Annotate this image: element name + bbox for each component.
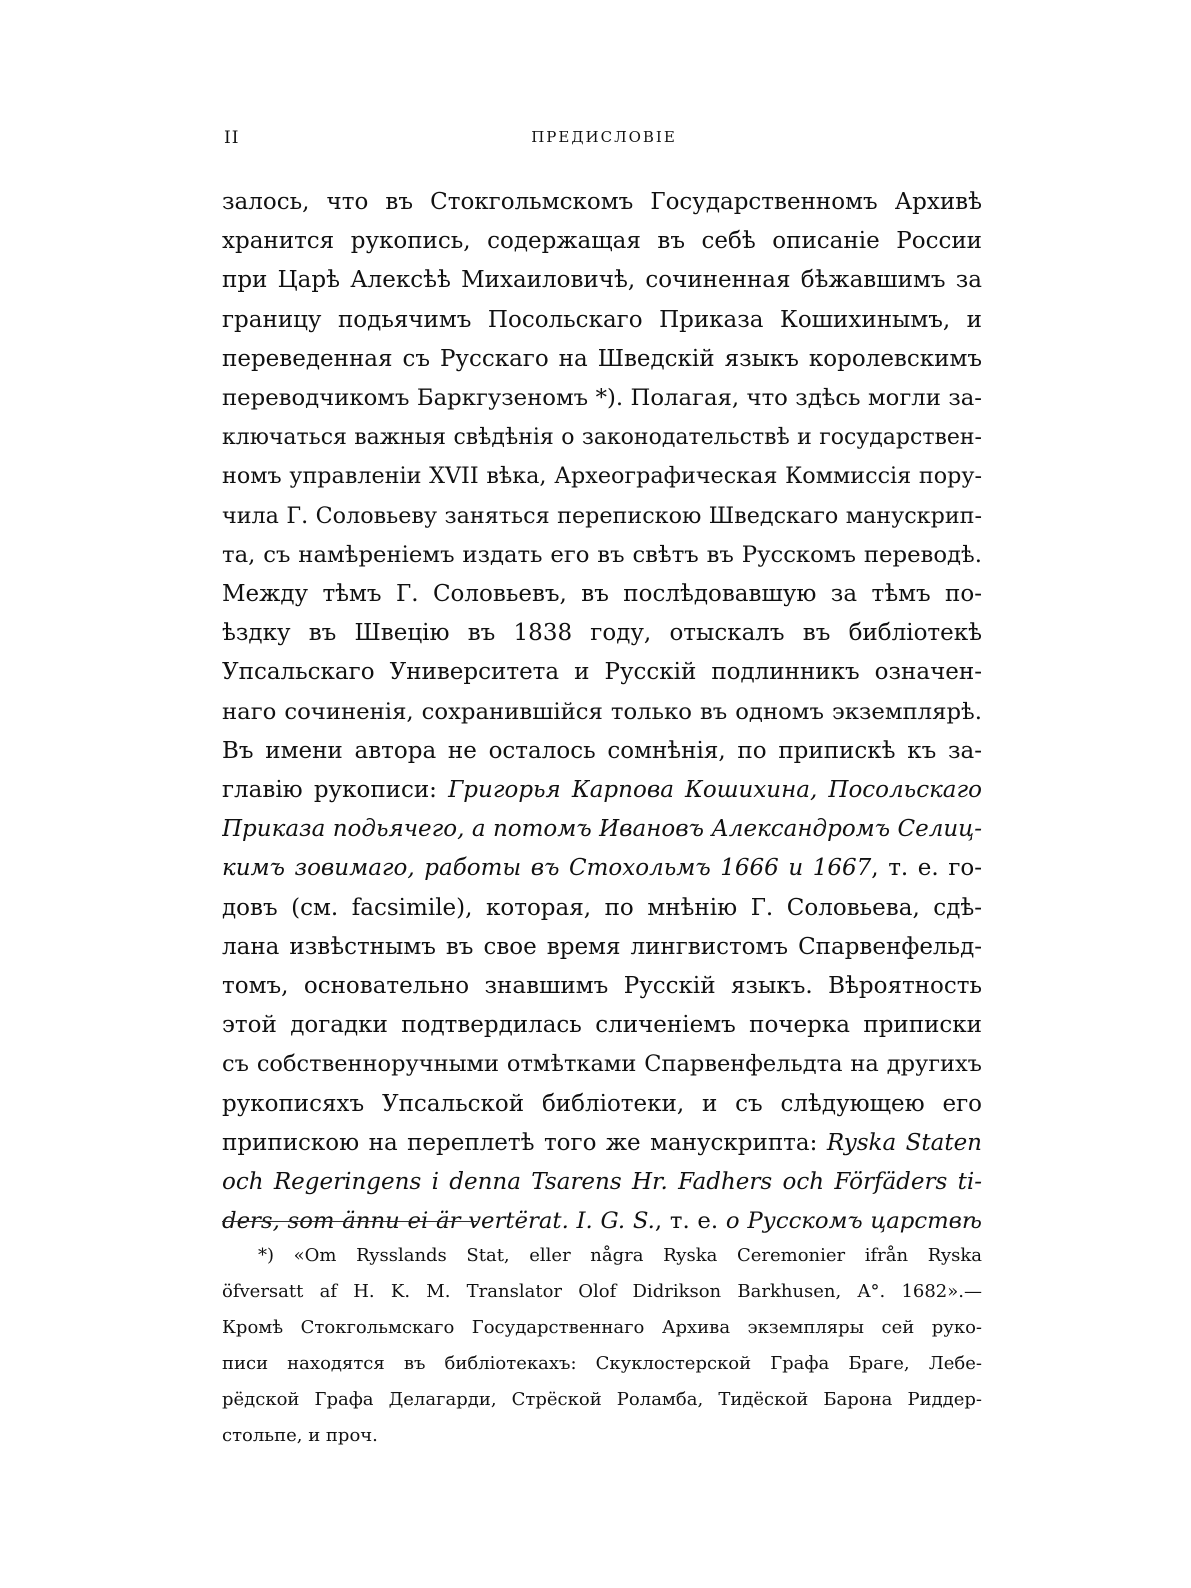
text-line: рукописяхъ Упсальской библіотеки, и съ слѣдующею его — [222, 1090, 982, 1117]
footnote-line: рёдской Графа Делагарди, Стрёской Роламба, Тидёской Барона Риддер- — [222, 1389, 982, 1410]
text-line: кимъ зовимаго, работы въ Стохольмъ 1666 и 1667, т. е. го- — [222, 855, 982, 882]
footnote — [222, 1238, 982, 1454]
text-line: переводчикомъ Баркгузеномъ *). Полагая, что здѣсь могли за- — [222, 385, 982, 412]
text-line: та, съ намѣреніемъ издать его въ свѣтъ въ Русскомъ переводѣ. — [222, 541, 982, 568]
footnote-line: *) «Om Rysslands Stat, eller några Ryska Ceremonier ifrån Ryska — [258, 1245, 982, 1266]
italic-quote: о Русскомъ царствѣ — [725, 1208, 982, 1235]
footnote-rule — [222, 1221, 477, 1222]
italic-quote: och Regeringens i denna Tsarens Hr. Fadhers och Förfäders ti- — [222, 1169, 982, 1196]
italic-quote: Ryska Staten — [826, 1129, 982, 1156]
text-line: этой догадки подтвердилась сличеніемъ почерка приписки — [222, 1012, 982, 1039]
page-header — [224, 128, 984, 158]
text-line: при Царѣ Алексѣѣ Михаиловичѣ, сочиненная бѣжавшимъ за — [222, 267, 982, 294]
text-line: припискою на переплетѣ того же манускрипта: Ryska Staten — [222, 1129, 982, 1156]
text-line: залось, что въ Стокгольмскомъ Государственномъ Архивѣ — [222, 189, 982, 215]
text-line: Между тѣмъ Г. Соловьевъ, въ послѣдовавшую за тѣмъ по- — [222, 581, 982, 608]
text-line: Упсальскаго Университета и Русскій подлинникъ означен- — [222, 659, 982, 686]
running-title: ПРЕДИСЛОВІЕ — [531, 128, 677, 146]
italic-quote: Приказа подьячего, а потомъ Ивановъ Александромъ Селиц- — [222, 816, 982, 843]
text-line: ключаться важныя свѣдѣнія о законодательствѣ и государствен- — [222, 425, 982, 451]
text-line: хранится рукопись, содержащая въ себѣ описаніе России — [222, 228, 982, 255]
text-line: довъ (см. facsimile), которая, по мнѣнію Г. Соловьева, сдѣ- — [222, 894, 982, 921]
italic-quote: кимъ зовимаго, работы въ Стохольмъ 1666 и 1667 — [222, 855, 872, 882]
text-line: ѣздку въ Швецію въ 1838 году, отыскалъ въ библіотекѣ — [222, 620, 982, 647]
text-line: съ собственноручными отмѣтками Спарвенфельдта на другихъ — [222, 1051, 982, 1078]
italic-quote: ders, som ännu ei är vertërat. I. G. S. — [222, 1208, 655, 1235]
text-line — [222, 1163, 982, 1202]
text-line: границу подьячимъ Посольскаго Приказа Кошихинымъ, и — [222, 306, 982, 333]
text-line: лана извѣстнымъ въ свое время лингвистомъ Спарвенфельд- — [222, 933, 982, 960]
italic-quote: Григорья Карпова Кошихина, Посольскаго — [448, 777, 982, 804]
footnote-line: öfversatt af H. K. M. Translator Olof Didrikson Barkhusen, A°. 1682».— — [222, 1281, 982, 1302]
text-line: чила Г. Соловьеву заняться перепискою Шведскаго манускрип- — [222, 502, 982, 529]
text-line: томъ, основательно знавшимъ Русскій языкъ. Вѣроятность — [222, 973, 982, 1000]
text-line: наго сочиненія, сохранившійся только въ одномъ экземплярѣ. — [222, 698, 982, 725]
text-line — [222, 810, 982, 849]
text-line: главію рукописи: Григорья Карпова Кошихина, Посольскаго — [222, 777, 982, 804]
footnote-line: стольпе, и проч. — [222, 1425, 378, 1446]
page-number: II — [224, 128, 240, 148]
footnote-line: Кромѣ Стокгольмскаго Государственнаго Архива экземпляры сей руко- — [222, 1317, 982, 1338]
text-line: ders, som ännu ei är vertërat. I. G. S., т. е. о Русскомъ царствѣ — [222, 1208, 982, 1235]
text-line: переведенная съ Русскаго на Шведскій языкъ королевскимъ — [222, 345, 982, 372]
body-text — [222, 183, 982, 1241]
text-line: номъ управленіи XVII вѣка, Археографическая Коммиссія пору- — [222, 463, 982, 490]
footnote-line: писи находятся въ библіотекахъ: Скуклостерской Графа Браге, Лебе- — [222, 1353, 982, 1374]
text-line: Въ имени автора не осталось сомнѣнія, по припискѣ къ за- — [222, 737, 982, 764]
